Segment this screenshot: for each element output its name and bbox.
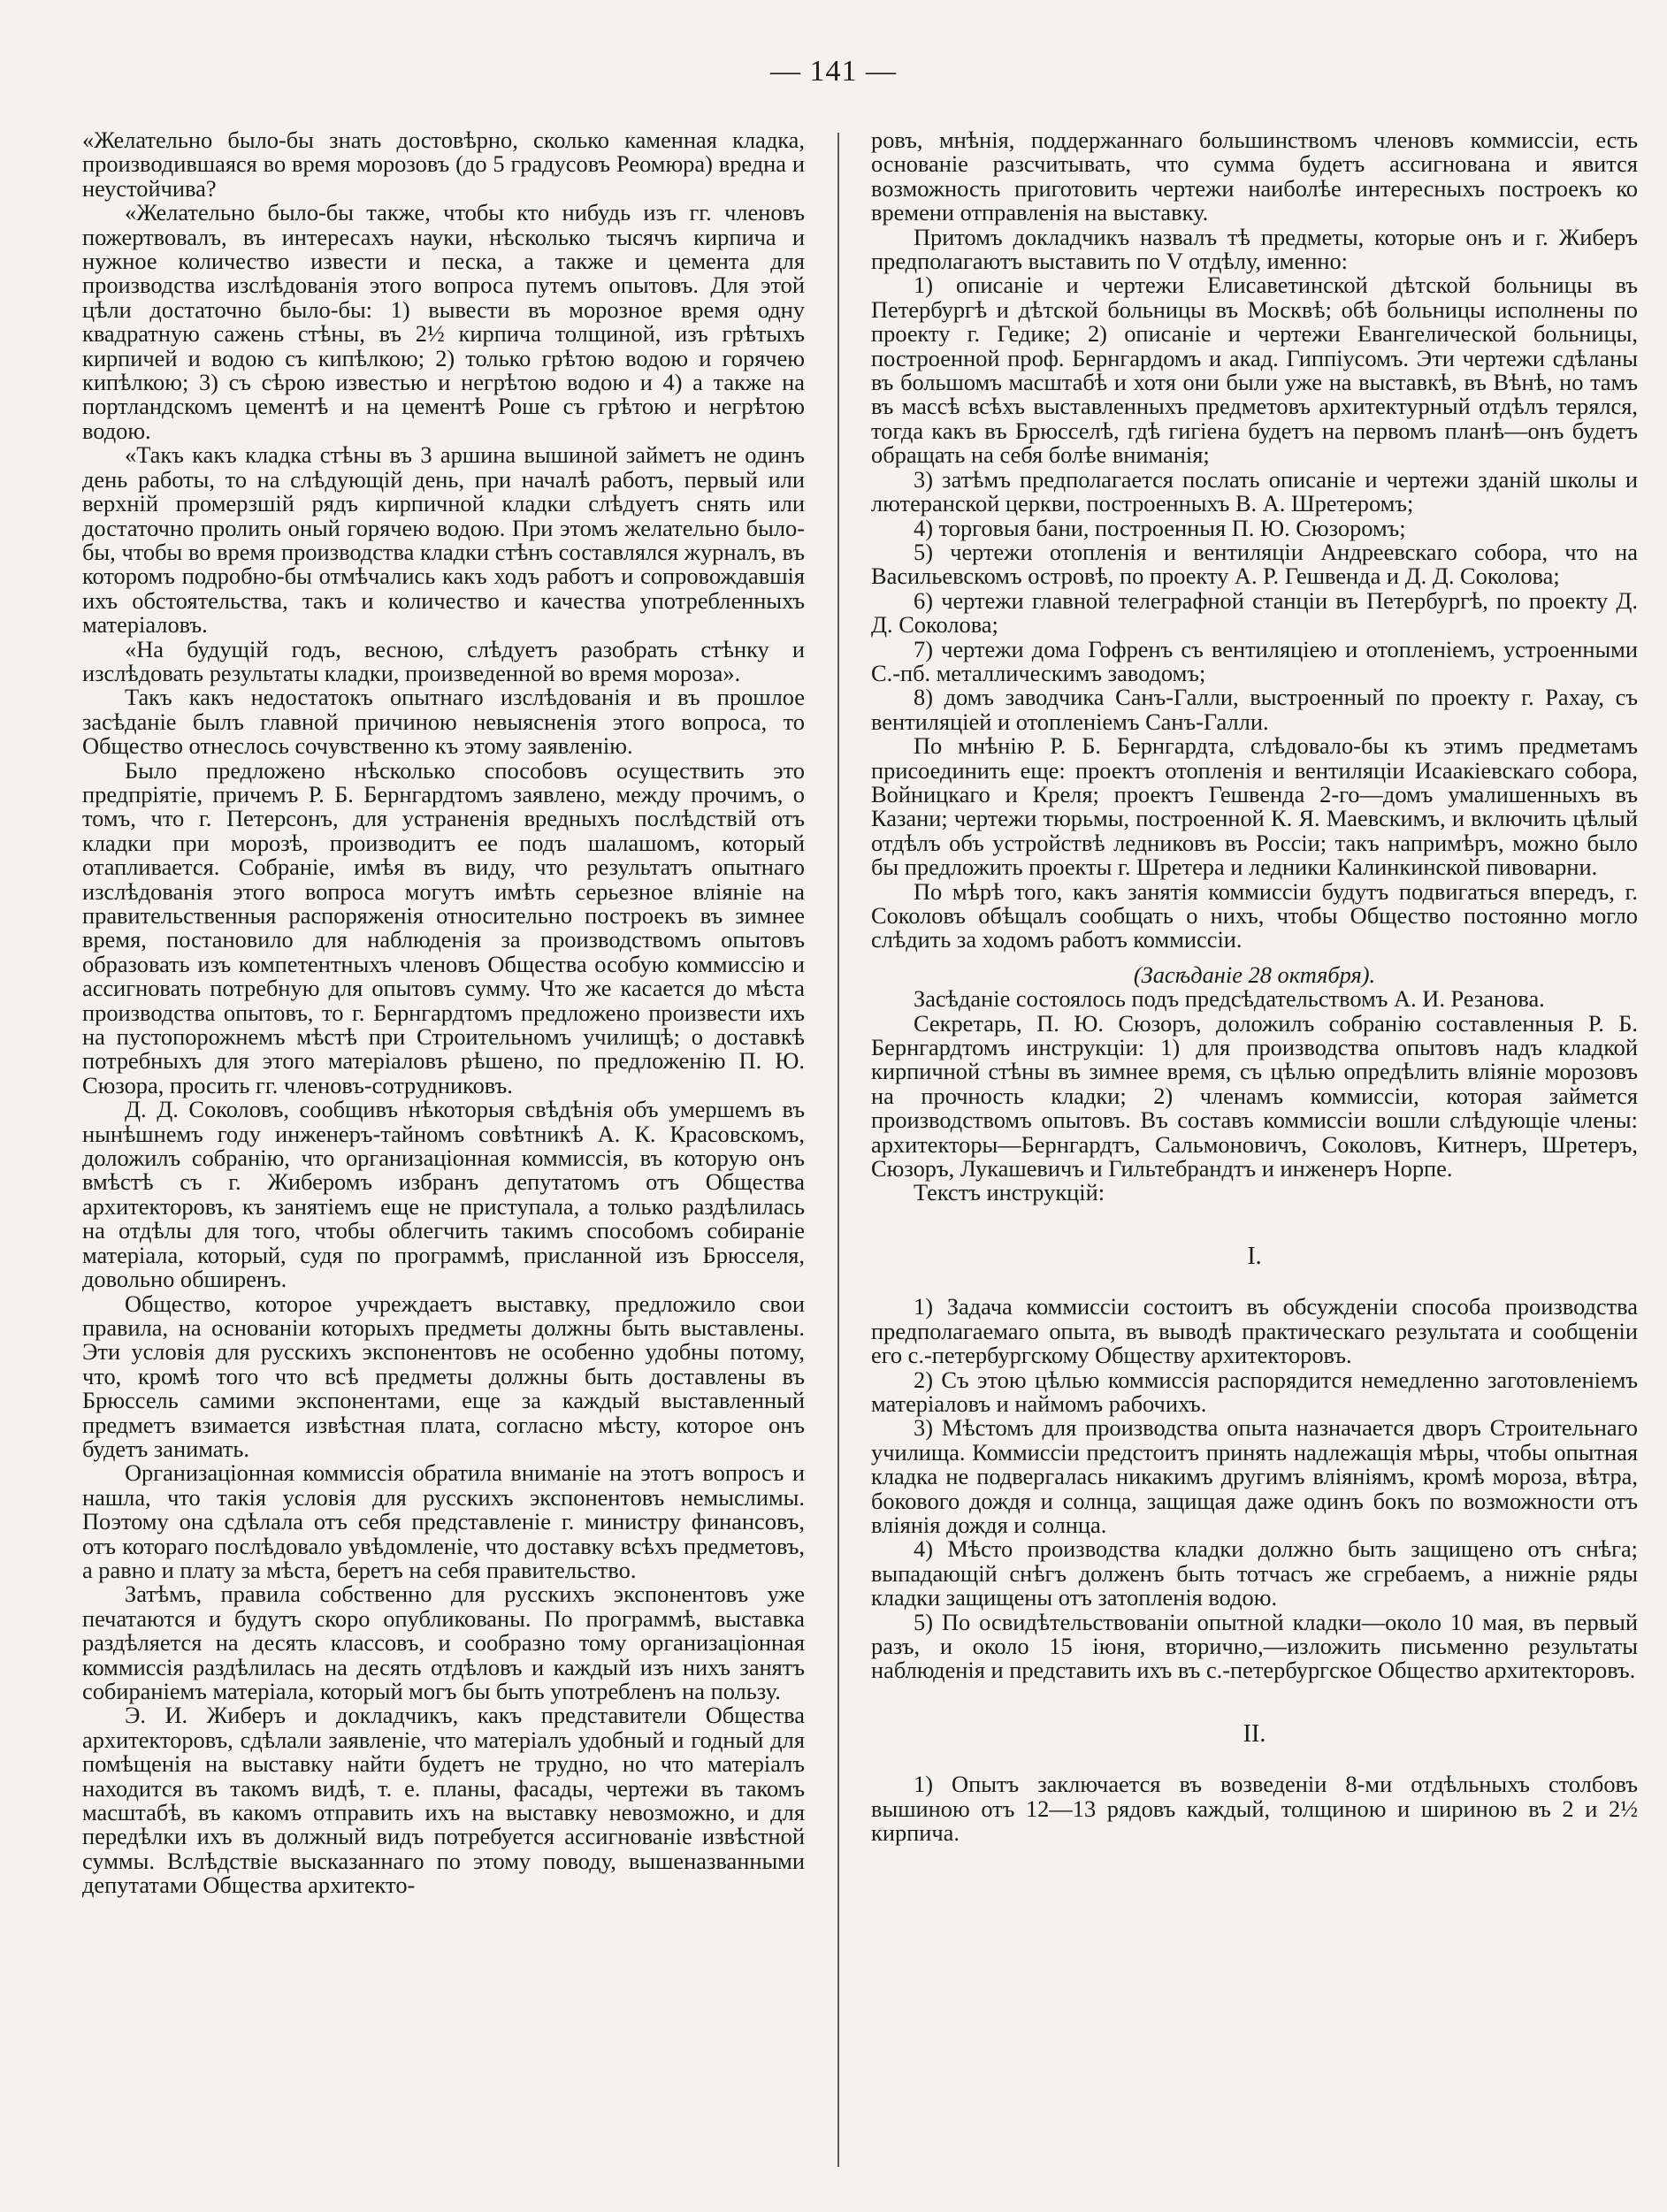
list-item: 6) чертежи главной телеграфной станціи въ Петербургѣ, по проекту Д. Д. Соколова;	[871, 586, 1638, 639]
instruction-item: 2) Съ этою цѣлью коммиссія распорядится немедленно заготовленіемъ матеріаловъ и наймомъ рабочихъ.	[871, 1366, 1638, 1417]
paragraph: Было предложено нѣсколько способовъ осуществить это предпріятіе, причемъ Р. Б. Бернгардтомъ заявлено, между прочимъ, о томъ, что г. Петерсонъ, для устраненія вредныхъ послѣдствій отъ кладки при морозѣ, производитъ ее подъ шалашомъ, который отапливается. Собраніе, имѣя въ виду, что результатъ опытнаго изслѣдованія этого вопроса могутъ имѣть серьезное вліяніе на правительственныя распоряженія относительно построекъ въ зимнее время, постановило для наблюденія за производствомъ опытовъ образовать изъ компетентныхъ членовъ Общества особую коммиссію и ассигновать потребную для опытовъ сумму. Что же касается до мѣста производства опытовъ, то г. Бернгардтомъ предложено произвести ихъ на пустопорожнемъ мѣстѣ при Строительномъ училищѣ; о доставкѣ потребныхъ для этого матеріаловъ рѣшено, по предложенію П. Ю. Сюзора, просить гг. членовъ-сотрудниковъ.	[82, 756, 805, 1098]
page-number: — 141 —	[770, 55, 897, 88]
paragraph: «Желательно было-бы знать достовѣрно, сколько каменная кладка, производившаяся во время морозовъ (до 5 градусовъ Реомюра) вредна и неустойчива?	[82, 126, 805, 202]
paragraph: Организаціонная коммиссія обратила вниманіе на этотъ вопросъ и нашла, что такія условія для русскихъ экспонентовъ немыслимы. Поэтому она сдѣлала отъ себя представленіе г. министру финансовъ, отъ котораго послѣдовало увѣдомленіе, что доставку всѣхъ предметовъ, а равно и плату за мѣста, беретъ на себя правительство.	[82, 1459, 805, 1583]
paragraph: «Такъ какъ кладка стѣны въ 3 аршина вышиной займетъ не одинъ день работы, то на слѣдующій день, при началѣ работъ, первый или верхній промерзшій рядъ кирпичной кладки слѣдуетъ снять или достаточно пролить оный горячею водою. При этомъ желательно было-бы, чтобы во время производства кладки стѣнъ составлялся журналъ, въ которомъ подробно-бы отмѣчались какъ ходъ работъ и сопровождавшія ихъ обстоятельства, такъ и количество и качества употребленныхъ матеріаловъ.	[82, 441, 805, 639]
instruction-item: 1) Задача коммиссіи состоитъ въ обсужденіи способа производства предполагаемаго опыта, въ выводѣ практическаго результата и сообщеніи его с.-петербургскому Обществу архитекторовъ.	[871, 1293, 1638, 1369]
list-item: 4) торговыя бани, построенныя П. Ю. Сюзоромъ;	[914, 514, 1406, 541]
column-divider	[837, 133, 839, 2167]
paragraph: Затѣмъ, правила собственно для русскихъ экспонентовъ уже печатаются и будутъ скоро опубликованы. По программѣ, выставка раздѣляется на десять классовъ, и сообразно тому организаціонная коммиссія раздѣлилась на десять отдѣловъ и каждый изъ нихъ занятъ собираніемъ матеріала, который могъ бы быть употребленъ на пользу.	[82, 1581, 805, 1704]
left-column	[82, 128, 805, 1898]
paragraph: Э. И. Жиберъ и докладчикъ, какъ представители Общества архитекторовъ, сдѣлали заявленіе, что матеріалъ удобный и годный для помѣщенія на выставку найти будетъ не трудно, но что матеріалъ находится въ такомъ видѣ, т. е. планы, фасады, чертежи въ такомъ масштабѣ, въ какомъ отправить ихъ на выставку невозможно, и для передѣлки ихъ въ должный видъ потребуется ассигнованіе извѣстной суммы. Вслѣдствіе высказаннаго по этому поводу, вышеназванными депутатами Общества архитекто-	[82, 1702, 805, 1899]
paragraph: Секретарь, П. Ю. Сюзоръ, доложилъ собранію составленныя Р. Б. Бернгардтомъ инструкціи: 1) для производства опытовъ надъ кладкой кирпичной стѣны въ зимнее время, съ цѣлью опредѣлить вліяніе морозовъ на прочность кладки; 2) членамъ коммиссіи, которая займется производствомъ опытовъ. Въ составъ коммиссіи вошли слѣдующіе члены: архитекторы—Бернгардтъ, Сальмоновичъ, Соколовъ, Китнеръ, Шретеръ, Сюзоръ, Лукашевичъ и Гильтебрандтъ и инженеръ Норпе.	[871, 1009, 1638, 1183]
sitting-heading: (Засѣданіе 28 октября).	[1133, 961, 1376, 988]
paragraph: ровъ, мнѣнія, поддержаннаго большинствомъ членовъ коммиссіи, есть основаніе разсчитывать, что сумма будетъ ассигнована и явится возможность приготовить чертежи наиболѣе интересныхъ построекъ ко времени отправленія на выставку.	[871, 126, 1638, 226]
paragraph: Засѣданіе состоялось подъ предсѣдательствомъ А. И. Резанова.	[914, 985, 1545, 1013]
instruction-item: 3) Мѣстомъ для производства опыта назначается дворъ Строительнаго училища. Коммиссіи предстоитъ принять надлежащія мѣры, чтобы опытная кладка не подвергалась никакимъ другимъ вліяніямъ, кромѣ мороза, вѣтра, бокового дождя и солнца, защищая даже одинъ бокъ по возможности отъ вліянія дождя и солнца.	[871, 1414, 1638, 1538]
list-item: 8) домъ заводчика Санъ-Галли, выстроенный по проекту г. Рахау, съ вентиляціей и отопленіемъ Санъ-Галли.	[871, 684, 1638, 735]
list-item: 3) затѣмъ предполагается послать описаніе и чертежи зданій школы и лютеранской церкви, построенныхъ В. А. Шретеромъ;	[871, 465, 1638, 517]
instruction-item: 1) Опытъ заключается въ возведеніи 8-ми отдѣльныхъ столбовъ вышиною отъ 12—13 рядовъ каждый, толщиною и шириною въ 2 и 2½ кирпича.	[871, 1771, 1638, 1846]
section-heading: II.	[1243, 1719, 1266, 1748]
paragraph: Текстъ инструкцій:	[914, 1179, 1105, 1206]
paragraph: «Желательно было-бы также, чтобы кто нибудь изъ гг. членовъ пожертвовалъ, въ интересахъ науки, нѣсколько тысячъ кирпича и нужное количество извести и песка, а также и цемента для производства изслѣдованія этого вопроса путемъ опытовъ. Для этой цѣли достаточно было-бы: 1) вывести въ морозное время одну квадратную сажень стѣны, въ 2½ кирпича толщиной, изъ грѣтыхъ кирпичей и водою съ кипѣлкою; 2) только грѣтою водою и горячею кипѣлкою; 3) съ сѣрою известью и негрѣтою водою и 4) а также на портландскомъ цементѣ и на цементѣ Роше съ грѣтою и негрѣтою водою.	[82, 199, 805, 444]
paragraph: «На будущій годъ, весною, слѣдуетъ разобрать стѣнку и изслѣдовать результаты кладки, произведенной во время мороза».	[82, 635, 805, 686]
paragraph: По мѣрѣ того, какъ занятія коммиссіи будутъ подвигаться впередъ, г. Соколовъ обѣщалъ сообщать о нихъ, чтобы Общество постоянно могло слѣдить за ходомъ работъ коммиссіи.	[871, 877, 1638, 953]
paragraph: Общество, которое учреждаетъ выставку, предложило свои правила, на основаніи которыхъ предметы должны быть выставлены. Эти условія для русскихъ экспонентовъ не особенно удобны потому, что, кромѣ того что всѣ предметы должны быть доставлены въ Брюссель самими экспонентами, еще за каждый выставленный предметъ взимается извѣстная плата, согласно мѣсту, которое онъ будетъ занимать.	[82, 1290, 805, 1462]
section-heading: I.	[1247, 1242, 1262, 1270]
instruction-item: 4) Мѣсто производства кладки должно быть защищено отъ снѣга; выпадающій снѣгъ долженъ быть тотчасъ же сгребаемъ, а нижніе ряды кладки защищены отъ затопленія водою.	[871, 1535, 1638, 1611]
paragraph: Д. Д. Соколовъ, сообщивъ нѣкоторыя свѣдѣнія объ умершемъ въ нынѣшнемъ году инженеръ-тайномъ совѣтникѣ А. К. Красовскомъ, доложилъ собранію, что организаціонная коммиссія, въ которую онъ вмѣстѣ съ г. Жиберомъ избранъ депутатомъ отъ Общества архитекторовъ, къ занятіемъ еще не приступала, а только раздѣлилась на отдѣлы для того, чтобы облегчить такимъ способомъ собираніе матеріала, который, судя по программѣ, присланной изъ Брюсселя, довольно обширенъ.	[82, 1096, 805, 1293]
list-item: 1) описаніе и чертежи Елисаветинской дѣтской больницы въ Петербургѣ и дѣтской больницы въ Москвѣ; обѣ больницы исполнены по проекту г. Гедике; 2) описаніе и чертежи Евангелической больницы, построенной проф. Бернгардомъ и акад. Гиппіусомъ. Эти чертежи сдѣланы въ большомъ масштабѣ и хотя они были уже на выставкѣ, въ Вѣнѣ, но тамъ въ массѣ всѣхъ выставленныхъ предметовъ архитектурный отдѣлъ терялся, тогда какъ въ Брюсселѣ, гдѣ гигіена будетъ на первомъ планѣ—онъ будетъ обращать на себя болѣе вниманія;	[871, 272, 1638, 469]
paragraph: Притомъ докладчикъ назвалъ тѣ предметы, которые онъ и г. Жиберъ предполагаютъ выставить по V отдѣлу, именно:	[871, 223, 1638, 275]
list-item: 5) чертежи отопленія и вентиляціи Андреевскаго собора, что на Васильевскомъ островѣ, по проекту А. Р. Гешвенда и Д. Д. Соколова;	[871, 538, 1638, 590]
list-item: 7) чертежи дома Гофренъ съ вентиляціею и отопленіемъ, устроенными С.-пб. металлическимъ заводомъ;	[871, 635, 1638, 686]
paragraph: По мнѣнію Р. Б. Бернгардта, слѣдовало-бы къ этимъ предметамъ присоединить еще: проектъ отопленія и вентиляціи Исаакіевскаго собора, Войницкаго и Креля; проектъ Гешвенда 2-го—домъ умалишенныхъ въ Казани; чертежи тюрьмы, построенной К. Я. Маевскимъ, и включить цѣлый отдѣлъ объ устройствѣ ледниковъ въ Россіи; такъ напримѣръ, можно было бы предложить проекты г. Шретера и ледники Калинкинской пивоварни.	[871, 732, 1638, 881]
right-column	[871, 128, 1638, 1845]
paragraph: Такъ какъ недостатокъ опытнаго изслѣдованія и въ прошлое засѣданіе былъ главной причиною невыясненія этого вопроса, то Общество отнеслось сочувственно къ этому заявленію.	[82, 684, 805, 760]
instruction-item: 5) По освидѣтельствованіи опытной кладки—около 10 мая, въ первый разъ, и около 15 іюня, вторично,—изложить письменно результаты наблюденія и представить ихъ въ с.-петербургское Общество архитекторовъ.	[871, 1608, 1638, 1684]
